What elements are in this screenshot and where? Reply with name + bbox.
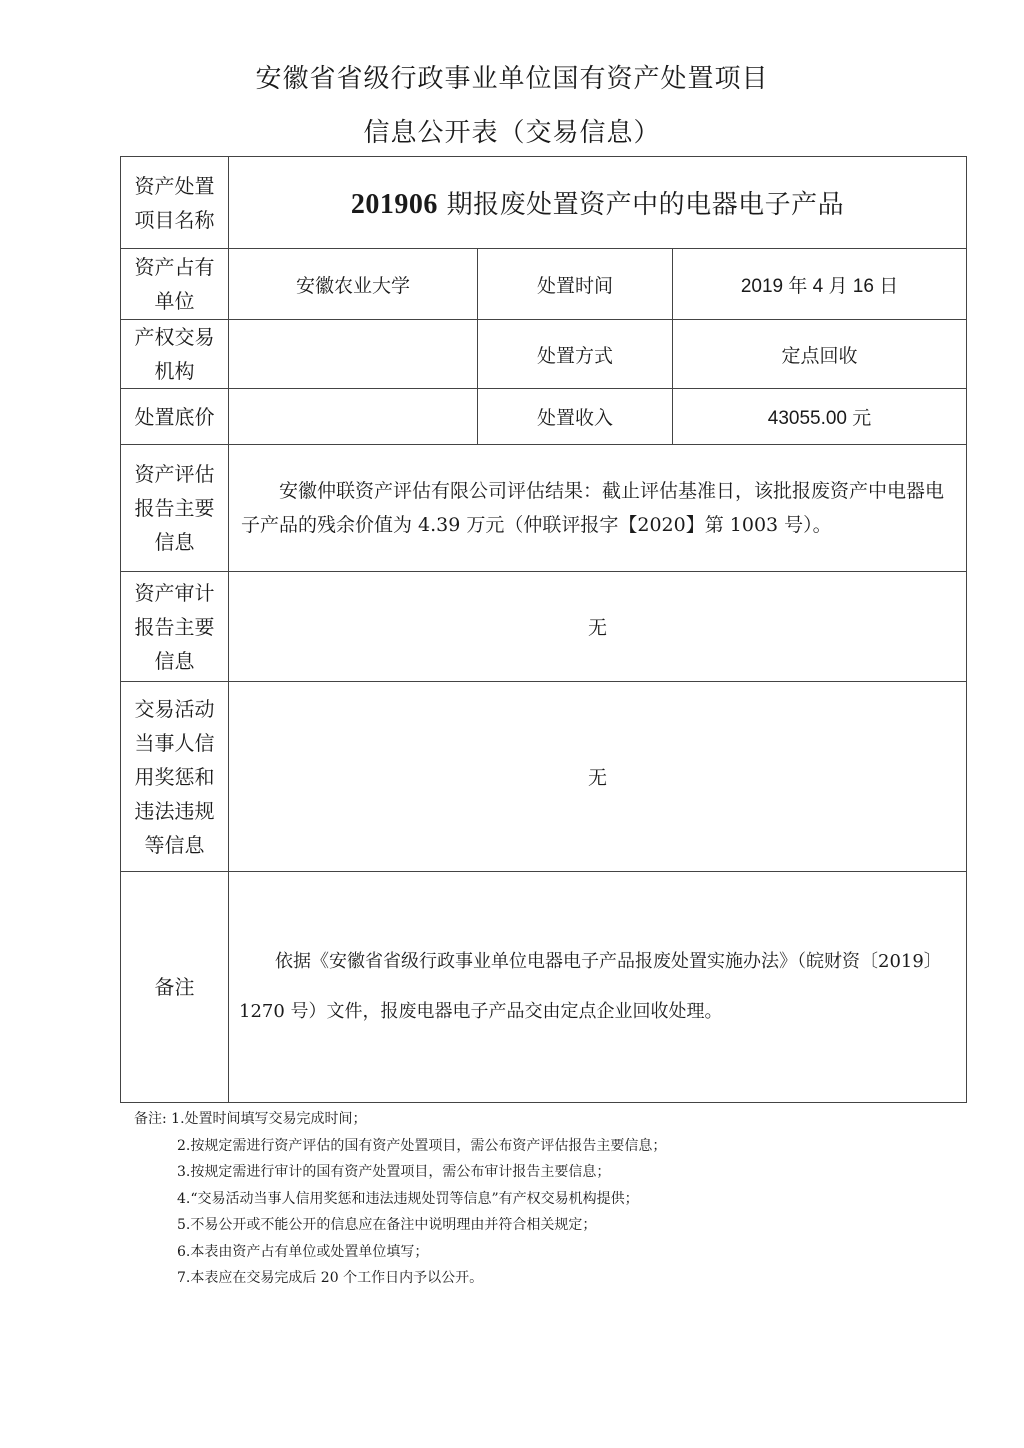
value-disposal-method: 定点回收 bbox=[673, 320, 967, 389]
row-project-name bbox=[121, 157, 967, 249]
label-line: 等信息 bbox=[144, 832, 205, 857]
label-line: 机构 bbox=[154, 359, 195, 383]
row-owner-unit bbox=[121, 249, 967, 320]
label-evaluation-report bbox=[121, 445, 229, 572]
footnote-7: 7.本表应在交易完成后 20 个工作日内予以公开。 bbox=[177, 1270, 484, 1286]
label-line: 报告主要 bbox=[134, 614, 215, 639]
label-project-name bbox=[121, 157, 229, 249]
row-credit-info bbox=[121, 682, 967, 872]
label-line: 信息 bbox=[154, 530, 195, 554]
document-title-line1: 安徽省省级行政事业单位国有资产处置项目 bbox=[255, 64, 769, 94]
label-line: 当事人信 bbox=[134, 730, 215, 755]
row-reserve-price bbox=[121, 389, 967, 445]
value-credit-info: 无 bbox=[229, 682, 967, 872]
label-line: 单位 bbox=[154, 289, 195, 313]
value-disposal-income: 43055.00 元 bbox=[673, 389, 967, 445]
label-line: 违法违规 bbox=[134, 798, 215, 823]
value-project-name bbox=[229, 157, 967, 249]
project-code: 201906 bbox=[350, 189, 438, 220]
label-line: 交易活动 bbox=[134, 696, 215, 721]
value-remarks: 依据《安徽省省级行政事业单位电器电子产品报废处置实施办法》（皖财资〔2019〕1270 号）文件，报废电器电子产品交由定点企业回收处理。 bbox=[229, 872, 967, 1103]
row-exchange-org bbox=[121, 320, 967, 389]
label-audit-report bbox=[121, 572, 229, 682]
project-text: 期报废处置资产中的电器电子产品 bbox=[446, 190, 845, 220]
footnote-6: 6.本表由资产占有单位或处置单位填写； bbox=[177, 1243, 429, 1260]
footnote-1: 备注: 1.处置时间填写交易完成时间； bbox=[134, 1111, 367, 1127]
label-line: 报告主要 bbox=[134, 496, 215, 520]
label-credit-info bbox=[121, 682, 229, 872]
label-line: 信息 bbox=[154, 648, 195, 673]
label-disposal-income: 处置收入 bbox=[478, 389, 673, 445]
label-remarks: 备注 bbox=[121, 872, 229, 1103]
label-line: 资产占有 bbox=[134, 255, 215, 279]
label-reserve-price: 处置底价 bbox=[121, 389, 229, 445]
label-line: 资产审计 bbox=[134, 580, 215, 605]
row-remarks bbox=[121, 872, 967, 1103]
value-audit-report: 无 bbox=[229, 572, 967, 682]
label-disposal-method: 处置方式 bbox=[478, 320, 673, 389]
value-owner-unit: 安徽农业大学 bbox=[229, 249, 478, 320]
row-evaluation-report bbox=[121, 445, 967, 572]
value-disposal-time: 2019 年 4 月 16 日 bbox=[673, 249, 967, 320]
document-title-line2: 信息公开表（交易信息） bbox=[363, 118, 661, 148]
label-line: 资产处置 bbox=[134, 173, 215, 198]
footnote-4: 4.“交易活动当事人信用奖惩和违法违规处罚等信息”有产权交易机构提供； bbox=[177, 1190, 639, 1207]
value-reserve-price bbox=[229, 389, 478, 445]
label-line: 资产评估 bbox=[134, 462, 215, 486]
row-audit-report bbox=[121, 572, 967, 682]
value-evaluation-report: 安徽仲联资产评估有限公司评估结果：截止评估基准日，该批报废资产中电器电子产品的残余价值为 4.39 万元（仲联评报字【2020】第 1003 号）。 bbox=[229, 445, 967, 572]
label-exchange-org bbox=[121, 320, 229, 389]
footnotes bbox=[134, 1106, 666, 1292]
label-line: 项目名称 bbox=[134, 207, 215, 232]
footnote-2: 2.按规定需进行资产评估的国有资产处置项目，需公布资产评估报告主要信息； bbox=[177, 1137, 667, 1154]
disclosure-table bbox=[120, 156, 967, 1103]
footnote-3: 3.按规定需进行审计的国有资产处置项目，需公布审计报告主要信息； bbox=[177, 1164, 611, 1180]
label-owner-unit bbox=[121, 249, 229, 320]
footnote-5: 5.不易公开或不能公开的信息应在备注中说明理由并符合相关规定； bbox=[177, 1217, 597, 1233]
label-line: 用奖惩和 bbox=[134, 764, 215, 789]
label-disposal-time: 处置时间 bbox=[478, 249, 673, 320]
value-exchange-org bbox=[229, 320, 478, 389]
label-line: 产权交易 bbox=[134, 325, 215, 349]
